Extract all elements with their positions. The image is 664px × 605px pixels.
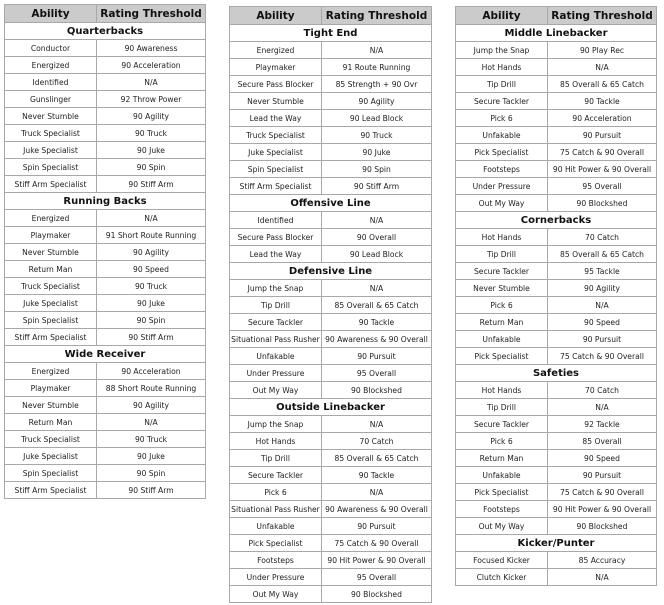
rating-threshold: 90 Lead Block bbox=[322, 110, 432, 127]
ability-name: Juke Specialist bbox=[230, 144, 322, 161]
ability-name: Pick Specialist bbox=[456, 484, 548, 501]
ability-name: Secure Pass Blocker bbox=[230, 229, 322, 246]
rating-threshold: 90 Acceleration bbox=[97, 57, 206, 74]
rating-threshold: 90 Hit Power & 90 Overall bbox=[548, 501, 657, 518]
ability-name: Tip Drill bbox=[456, 76, 548, 93]
table-row bbox=[230, 161, 432, 178]
rating-threshold: 90 Juke bbox=[97, 295, 206, 312]
table-row bbox=[5, 74, 206, 91]
rating-threshold: 90 Stiff Arm bbox=[97, 176, 206, 193]
ability-name: Jump the Snap bbox=[230, 280, 322, 297]
table-row bbox=[5, 329, 206, 346]
rating-threshold: 90 Pursuit bbox=[322, 348, 432, 365]
section-title: Middle Linebacker bbox=[456, 25, 657, 42]
ability-header: Ability bbox=[230, 7, 322, 25]
rating-threshold: 90 Stiff Arm bbox=[97, 329, 206, 346]
table-row bbox=[5, 40, 206, 57]
rating-threshold: 90 Stiff Arm bbox=[97, 482, 206, 499]
rating-threshold: 75 Catch & 90 Overall bbox=[548, 484, 657, 501]
ability-name: Stiff Arm Specialist bbox=[5, 482, 97, 499]
ability-name: Truck Specialist bbox=[5, 431, 97, 448]
ability-name: Out My Way bbox=[230, 586, 322, 603]
rating-threshold: 90 Juke bbox=[97, 448, 206, 465]
rating-threshold: 90 Truck bbox=[97, 431, 206, 448]
table-row bbox=[230, 348, 432, 365]
ability-name: Never Stumble bbox=[5, 244, 97, 261]
section-title: Defensive Line bbox=[230, 263, 432, 280]
ability-name: Lead the Way bbox=[230, 110, 322, 127]
rating-threshold: 90 Agility bbox=[322, 93, 432, 110]
ability-name: Spin Specialist bbox=[230, 161, 322, 178]
rating-threshold: 85 Overall & 65 Catch bbox=[548, 76, 657, 93]
ability-name: Never Stumble bbox=[5, 108, 97, 125]
ability-name: Unfakable bbox=[456, 127, 548, 144]
ability-name: Secure Tackler bbox=[230, 314, 322, 331]
rating-threshold: 90 Tackle bbox=[322, 467, 432, 484]
ability-name: Tip Drill bbox=[230, 297, 322, 314]
table-row bbox=[230, 212, 432, 229]
rating-threshold: N/A bbox=[322, 42, 432, 59]
ability-name: Playmaker bbox=[5, 227, 97, 244]
rating-threshold: N/A bbox=[322, 484, 432, 501]
rating-threshold: 95 Overall bbox=[322, 569, 432, 586]
rating-threshold: 90 Agility bbox=[97, 397, 206, 414]
table-row bbox=[5, 244, 206, 261]
rating-threshold: 90 Spin bbox=[322, 161, 432, 178]
table-row bbox=[230, 552, 432, 569]
ability-name: Truck Specialist bbox=[5, 125, 97, 142]
rating-threshold: 90 Tackle bbox=[322, 314, 432, 331]
table-row bbox=[5, 414, 206, 431]
table-row bbox=[5, 482, 206, 499]
ability-name: Out My Way bbox=[230, 382, 322, 399]
section-title: Wide Receiver bbox=[5, 346, 206, 363]
table-row bbox=[230, 331, 432, 348]
ability-name: Under Pressure bbox=[456, 178, 548, 195]
rating-threshold: N/A bbox=[97, 210, 206, 227]
ability-name: Under Pressure bbox=[230, 569, 322, 586]
rating-threshold: 88 Short Route Running bbox=[97, 380, 206, 397]
table-row bbox=[456, 229, 657, 246]
rating-threshold: 90 Agility bbox=[97, 244, 206, 261]
section-row bbox=[230, 399, 432, 416]
ability-table-2 bbox=[229, 6, 432, 603]
ability-name: Energized bbox=[230, 42, 322, 59]
ability-name: Pick 6 bbox=[456, 433, 548, 450]
ability-name: Juke Specialist bbox=[5, 448, 97, 465]
table-row bbox=[5, 159, 206, 176]
section-title: Offensive Line bbox=[230, 195, 432, 212]
rating-threshold: 92 Tackle bbox=[548, 416, 657, 433]
rating-threshold: 90 Speed bbox=[97, 261, 206, 278]
table-row bbox=[5, 57, 206, 74]
ability-name: Secure Tackler bbox=[456, 263, 548, 280]
rating-threshold: 70 Catch bbox=[548, 382, 657, 399]
rating-threshold: 90 Awareness & 90 Overall bbox=[322, 501, 432, 518]
table-row bbox=[5, 448, 206, 465]
table-row bbox=[5, 108, 206, 125]
ability-name: Situational Pass Rusher bbox=[230, 501, 322, 518]
ability-name: Hot Hands bbox=[230, 433, 322, 450]
ability-name: Footsteps bbox=[230, 552, 322, 569]
section-row bbox=[456, 212, 657, 229]
table-row bbox=[230, 569, 432, 586]
table-row bbox=[456, 569, 657, 586]
rating-threshold: 90 Stiff Arm bbox=[322, 178, 432, 195]
rating-threshold: N/A bbox=[548, 297, 657, 314]
rating-threshold: 90 Play Rec bbox=[548, 42, 657, 59]
table-row bbox=[456, 76, 657, 93]
ability-name: Never Stumble bbox=[230, 93, 322, 110]
section-title: Tight End bbox=[230, 25, 432, 42]
ability-name: Identified bbox=[230, 212, 322, 229]
ability-name: Pick Specialist bbox=[456, 144, 548, 161]
ability-name: Playmaker bbox=[230, 59, 322, 76]
rating-threshold: 90 Truck bbox=[322, 127, 432, 144]
table-row bbox=[5, 363, 206, 380]
ability-name: Return Man bbox=[456, 314, 548, 331]
ability-name: Energized bbox=[5, 363, 97, 380]
table-row bbox=[230, 93, 432, 110]
table-row bbox=[230, 144, 432, 161]
table-row bbox=[230, 59, 432, 76]
table-row bbox=[230, 518, 432, 535]
ability-table-3 bbox=[455, 6, 657, 586]
table-row bbox=[230, 297, 432, 314]
rating-threshold: 92 Throw Power bbox=[97, 91, 206, 108]
table-row bbox=[456, 280, 657, 297]
rating-threshold: N/A bbox=[97, 414, 206, 431]
section-row bbox=[456, 25, 657, 42]
table-row bbox=[5, 312, 206, 329]
section-row bbox=[230, 263, 432, 280]
ability-name: Pick 6 bbox=[456, 297, 548, 314]
table-row bbox=[456, 144, 657, 161]
table-row bbox=[456, 297, 657, 314]
table-row bbox=[230, 76, 432, 93]
threshold-header: Rating Threshold bbox=[322, 7, 432, 25]
table-row bbox=[230, 501, 432, 518]
ability-name: Jump the Snap bbox=[230, 416, 322, 433]
ability-header: Ability bbox=[5, 5, 97, 23]
table-row bbox=[5, 397, 206, 414]
rating-threshold: 95 Overall bbox=[548, 178, 657, 195]
rating-threshold: 90 Pursuit bbox=[322, 518, 432, 535]
ability-name: Footsteps bbox=[456, 501, 548, 518]
section-row bbox=[5, 193, 206, 210]
ability-name: Return Man bbox=[456, 450, 548, 467]
table-row bbox=[230, 382, 432, 399]
table-row bbox=[456, 314, 657, 331]
rating-threshold: 90 Agility bbox=[548, 280, 657, 297]
threshold-header: Rating Threshold bbox=[97, 5, 206, 23]
rating-threshold: 90 Blockshed bbox=[548, 195, 657, 212]
ability-name: Conductor bbox=[5, 40, 97, 57]
header-row bbox=[230, 7, 432, 25]
rating-threshold: 90 Agility bbox=[97, 108, 206, 125]
table-row bbox=[5, 278, 206, 295]
ability-name: Out My Way bbox=[456, 518, 548, 535]
table-row bbox=[456, 246, 657, 263]
rating-threshold: N/A bbox=[322, 416, 432, 433]
ability-name: Under Pressure bbox=[230, 365, 322, 382]
rating-threshold: 95 Overall bbox=[322, 365, 432, 382]
ability-name: Return Man bbox=[5, 261, 97, 278]
section-title: Outside Linebacker bbox=[230, 399, 432, 416]
rating-threshold: 90 Speed bbox=[548, 314, 657, 331]
ability-name: Playmaker bbox=[5, 380, 97, 397]
ability-name: Hot Hands bbox=[456, 382, 548, 399]
table-row bbox=[456, 467, 657, 484]
rating-threshold: 91 Route Running bbox=[322, 59, 432, 76]
rating-threshold: 90 Blockshed bbox=[548, 518, 657, 535]
table-row bbox=[5, 431, 206, 448]
section-title: Quarterbacks bbox=[5, 23, 206, 40]
table-row bbox=[230, 433, 432, 450]
rating-threshold: N/A bbox=[322, 212, 432, 229]
rating-threshold: 90 Awareness bbox=[97, 40, 206, 57]
rating-threshold: N/A bbox=[548, 569, 657, 586]
table-row bbox=[456, 42, 657, 59]
ability-name: Pick 6 bbox=[456, 110, 548, 127]
ability-name: Juke Specialist bbox=[5, 295, 97, 312]
ability-name: Secure Pass Blocker bbox=[230, 76, 322, 93]
ability-name: Clutch Kicker bbox=[456, 569, 548, 586]
table-row bbox=[456, 127, 657, 144]
rating-threshold: 75 Catch & 90 Overall bbox=[548, 348, 657, 365]
rating-threshold: 90 Spin bbox=[97, 159, 206, 176]
ability-name: Pick Specialist bbox=[230, 535, 322, 552]
ability-name: Return Man bbox=[5, 414, 97, 431]
rating-threshold: 90 Lead Block bbox=[322, 246, 432, 263]
table-row bbox=[456, 263, 657, 280]
ability-name: Truck Specialist bbox=[5, 278, 97, 295]
section-row bbox=[230, 25, 432, 42]
ability-name: Pick Specialist bbox=[456, 348, 548, 365]
rating-threshold: N/A bbox=[322, 280, 432, 297]
ability-name: Secure Tackler bbox=[230, 467, 322, 484]
rating-threshold: 90 Tackle bbox=[548, 93, 657, 110]
table-row bbox=[230, 484, 432, 501]
threshold-header: Rating Threshold bbox=[548, 7, 657, 25]
table-row bbox=[230, 314, 432, 331]
rating-threshold: 70 Catch bbox=[548, 229, 657, 246]
ability-name: Situational Pass Rusher bbox=[230, 331, 322, 348]
table-row bbox=[456, 399, 657, 416]
ability-name: Secure Tackler bbox=[456, 93, 548, 110]
table-row bbox=[456, 433, 657, 450]
section-title: Kicker/Punter bbox=[456, 535, 657, 552]
ability-name: Pick 6 bbox=[230, 484, 322, 501]
rating-threshold: 90 Hit Power & 90 Overall bbox=[548, 161, 657, 178]
rating-threshold: 90 Pursuit bbox=[548, 331, 657, 348]
table-row bbox=[5, 261, 206, 278]
rating-threshold: N/A bbox=[548, 59, 657, 76]
rating-threshold: 90 Pursuit bbox=[548, 467, 657, 484]
ability-name: Tip Drill bbox=[456, 399, 548, 416]
table-row bbox=[456, 110, 657, 127]
table-row bbox=[456, 348, 657, 365]
table-row bbox=[5, 142, 206, 159]
rating-threshold: 90 Awareness & 90 Overall bbox=[322, 331, 432, 348]
rating-threshold: 85 Overall bbox=[548, 433, 657, 450]
ability-name: Spin Specialist bbox=[5, 312, 97, 329]
table-row bbox=[456, 518, 657, 535]
rating-threshold: 90 Acceleration bbox=[548, 110, 657, 127]
rating-threshold: 90 Juke bbox=[97, 142, 206, 159]
ability-name: Unfakable bbox=[456, 331, 548, 348]
table-row bbox=[456, 59, 657, 76]
section-title: Running Backs bbox=[5, 193, 206, 210]
table-row bbox=[456, 93, 657, 110]
header-row bbox=[456, 7, 657, 25]
rating-threshold: 90 Truck bbox=[97, 125, 206, 142]
rating-threshold: 90 Truck bbox=[97, 278, 206, 295]
ability-name: Gunslinger bbox=[5, 91, 97, 108]
rating-threshold: 90 Blockshed bbox=[322, 382, 432, 399]
rating-threshold: 75 Catch & 90 Overall bbox=[548, 144, 657, 161]
table-row bbox=[230, 178, 432, 195]
table-row bbox=[5, 465, 206, 482]
rating-threshold: 91 Short Route Running bbox=[97, 227, 206, 244]
ability-name: Secure Tackler bbox=[456, 416, 548, 433]
section-row bbox=[5, 23, 206, 40]
table-row bbox=[230, 246, 432, 263]
section-row bbox=[230, 195, 432, 212]
ability-name: Spin Specialist bbox=[5, 465, 97, 482]
ability-name: Hot Hands bbox=[456, 59, 548, 76]
table-row bbox=[230, 365, 432, 382]
rating-threshold: 90 Acceleration bbox=[97, 363, 206, 380]
ability-header: Ability bbox=[456, 7, 548, 25]
ability-name: Footsteps bbox=[456, 161, 548, 178]
table-row bbox=[230, 586, 432, 603]
ability-name: Identified bbox=[5, 74, 97, 91]
rating-threshold: 90 Spin bbox=[97, 312, 206, 329]
rating-threshold: 90 Spin bbox=[97, 465, 206, 482]
ability-name: Juke Specialist bbox=[5, 142, 97, 159]
table-row bbox=[456, 450, 657, 467]
ability-name: Stiff Arm Specialist bbox=[5, 329, 97, 346]
ability-name: Lead the Way bbox=[230, 246, 322, 263]
rating-threshold: 90 Speed bbox=[548, 450, 657, 467]
table-row bbox=[230, 42, 432, 59]
table-row bbox=[5, 125, 206, 142]
ability-name: Tip Drill bbox=[230, 450, 322, 467]
table-row bbox=[230, 535, 432, 552]
rating-threshold: 75 Catch & 90 Overall bbox=[322, 535, 432, 552]
table-row bbox=[456, 484, 657, 501]
table-row bbox=[5, 210, 206, 227]
rating-threshold: 85 Overall & 65 Catch bbox=[322, 297, 432, 314]
table-row bbox=[5, 91, 206, 108]
section-row bbox=[5, 346, 206, 363]
ability-name: Energized bbox=[5, 57, 97, 74]
section-title: Safeties bbox=[456, 365, 657, 382]
ability-name: Hot Hands bbox=[456, 229, 548, 246]
table-row bbox=[456, 552, 657, 569]
table-row bbox=[230, 467, 432, 484]
ability-name: Out My Way bbox=[456, 195, 548, 212]
rating-threshold: 90 Pursuit bbox=[548, 127, 657, 144]
rating-threshold: 85 Strength + 90 Ovr bbox=[322, 76, 432, 93]
table-row bbox=[5, 227, 206, 244]
table-row bbox=[456, 195, 657, 212]
table-row bbox=[230, 229, 432, 246]
ability-name: Jump the Snap bbox=[456, 42, 548, 59]
rating-threshold: 90 Blockshed bbox=[322, 586, 432, 603]
rating-threshold: 90 Hit Power & 90 Overall bbox=[322, 552, 432, 569]
table-row bbox=[5, 380, 206, 397]
rating-threshold: N/A bbox=[548, 399, 657, 416]
ability-name: Spin Specialist bbox=[5, 159, 97, 176]
table-row bbox=[456, 178, 657, 195]
ability-name: Focused Kicker bbox=[456, 552, 548, 569]
rating-threshold: 90 Juke bbox=[322, 144, 432, 161]
table-row bbox=[230, 127, 432, 144]
table-row bbox=[456, 161, 657, 178]
ability-name: Unfakable bbox=[230, 348, 322, 365]
table-row bbox=[456, 331, 657, 348]
ability-name: Stiff Arm Specialist bbox=[5, 176, 97, 193]
rating-threshold: 90 Overall bbox=[322, 229, 432, 246]
rating-threshold: N/A bbox=[97, 74, 206, 91]
ability-name: Tip Drill bbox=[456, 246, 548, 263]
section-title: Cornerbacks bbox=[456, 212, 657, 229]
rating-threshold: 85 Accuracy bbox=[548, 552, 657, 569]
ability-name: Unfakable bbox=[456, 467, 548, 484]
rating-threshold: 95 Tackle bbox=[548, 263, 657, 280]
ability-name: Stiff Arm Specialist bbox=[230, 178, 322, 195]
table-row bbox=[456, 382, 657, 399]
table-row bbox=[230, 110, 432, 127]
rating-threshold: 85 Overall & 65 Catch bbox=[322, 450, 432, 467]
section-row bbox=[456, 535, 657, 552]
table-row bbox=[230, 416, 432, 433]
ability-name: Never Stumble bbox=[456, 280, 548, 297]
ability-name: Unfakable bbox=[230, 518, 322, 535]
header-row bbox=[5, 5, 206, 23]
section-row bbox=[456, 365, 657, 382]
rating-threshold: 85 Overall & 65 Catch bbox=[548, 246, 657, 263]
ability-name: Energized bbox=[5, 210, 97, 227]
ability-name: Never Stumble bbox=[5, 397, 97, 414]
table-row bbox=[230, 450, 432, 467]
table-row bbox=[5, 295, 206, 312]
rating-threshold: 70 Catch bbox=[322, 433, 432, 450]
table-row bbox=[456, 416, 657, 433]
table-row bbox=[5, 176, 206, 193]
table-row bbox=[230, 280, 432, 297]
ability-table-1 bbox=[4, 4, 206, 499]
table-row bbox=[456, 501, 657, 518]
ability-name: Truck Specialist bbox=[230, 127, 322, 144]
